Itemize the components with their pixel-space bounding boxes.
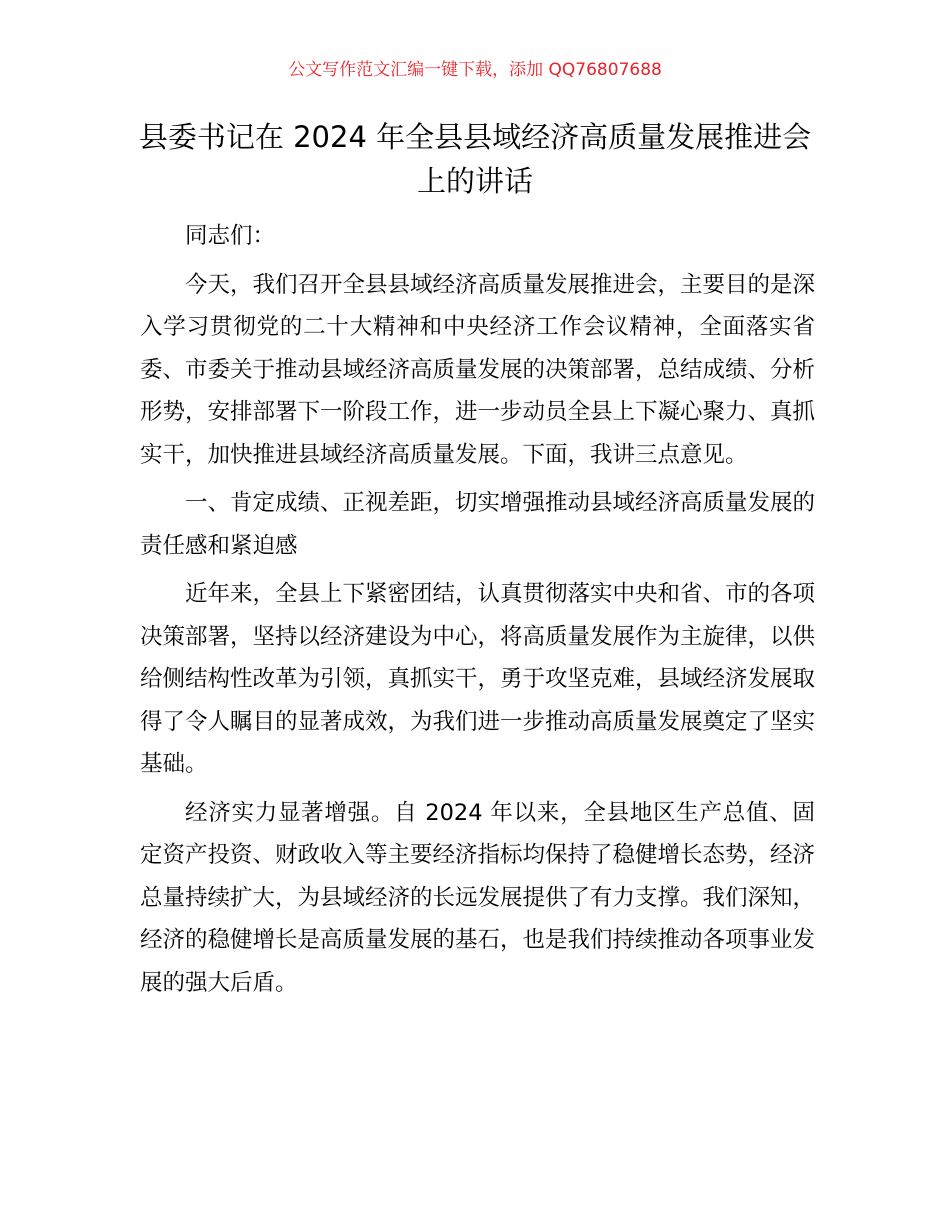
section-heading-1: 一、肯定成绩、正视差距，切实增强推动县域经济高质量发展的责任感和紧迫感 [140, 490, 816, 559]
paragraph-economic-strength: 经济实力显著增强。自 2024 年以来，全县地区生产总值、固定资产投资、财政收入等主要经济指标均保持了稳健增长态势，经济总量持续扩大，为县域经济的长远发展提供了有力支撑。我们深知，经济的稳健增长是高质量发展的基石，也是我们持续推动各项事业发展的强大后盾。 [140, 799, 816, 996]
paragraph-achievements: 近年来，全县上下紧密团结，认真贯彻落实中央和省、市的各项决策部署，坚持以经济建设为中心，将高质量发展作为主旋律，以供给侧结构性改革为引领，真抓实干，勇于攻坚克难，县域经济发展取得了令人瞩目的显著成效，为我们进一步推动高质量发展奠定了坚实基础。 [140, 581, 816, 777]
paragraph-intro: 今天，我们召开全县县域经济高质量发展推进会，主要目的是深入学习贯彻党的二十大精神和中央经济工作会议精神，全面落实省委、市委关于推动县域经济高质量发展的决策部署，总结成绩、分析形势，安排部署下一阶段工作，进一步动员全县上下凝心聚力、真抓实干，加快推进县域经济高质量发展。下面，我讲三点意见。 [140, 271, 816, 468]
download-banner: 公文写作范文汇编一键下载，添加 QQ76807688 [288, 60, 662, 80]
document-body [140, 215, 815, 1010]
salutation: 同志们： [185, 223, 276, 249]
document-title: 县委书记在 2024 年全县县域经济高质量发展推进会上的讲话 [138, 120, 812, 198]
